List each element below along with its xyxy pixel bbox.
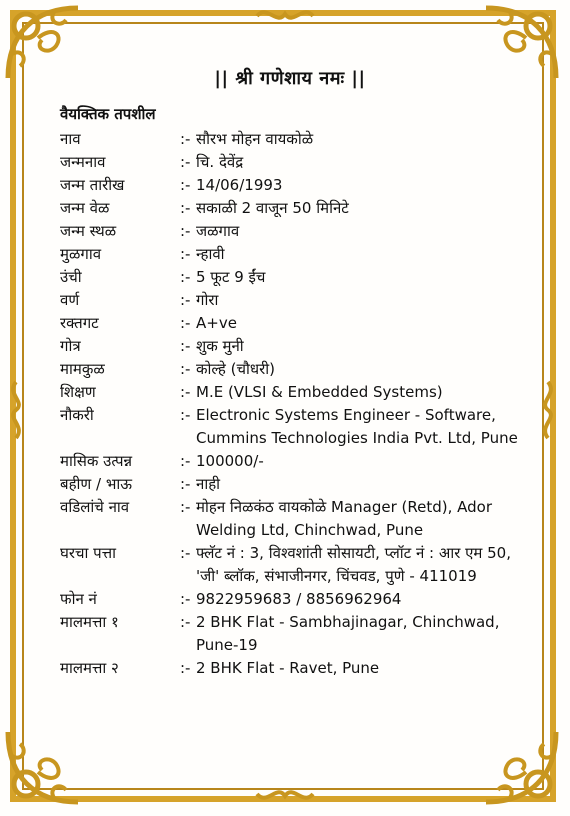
detail-value: मोहन निळकंठ वायकोळे Manager (Retd), Ador Welding Ltd, Chinchwad, Pune xyxy=(196,498,493,539)
detail-label: शिक्षण xyxy=(60,383,96,401)
detail-row xyxy=(60,128,520,151)
detail-value: A+ve xyxy=(196,314,237,332)
detail-value: 100000/- xyxy=(196,452,264,470)
detail-label: मुळगाव xyxy=(60,245,102,263)
detail-value: 2 BHK Flat - Ravet, Pune xyxy=(196,659,380,677)
detail-separator: :- xyxy=(180,314,191,332)
detail-value: 9822959683 / 8856962964 xyxy=(196,590,402,608)
detail-label: नौकरी xyxy=(60,406,94,424)
detail-separator: :- xyxy=(180,590,191,608)
detail-separator: :- xyxy=(180,383,191,401)
detail-row xyxy=(60,266,520,289)
detail-row xyxy=(60,588,520,611)
top-center-ornament xyxy=(255,2,315,30)
detail-value: फ्लॅट नं : 3, विश्वशांती सोसायटी, प्लॉट नं : आर एम 50, 'जी' ब्लॉक, संभाजीनगर, चिंचवड, पुणे - 411019 xyxy=(196,544,511,585)
detail-separator: :- xyxy=(180,268,191,286)
detail-label: जन्म वेळ xyxy=(60,199,110,217)
detail-label: फोन नं xyxy=(60,590,97,608)
detail-separator: :- xyxy=(180,199,191,217)
detail-label: घरचा पत्ता xyxy=(60,544,116,562)
detail-separator: :- xyxy=(180,245,191,263)
detail-label: बहीण / भाऊ xyxy=(60,475,133,493)
detail-value: न्हावी xyxy=(196,245,225,263)
invocation-heading: || श्री गणेशाय नमः || xyxy=(214,68,366,89)
detail-row xyxy=(60,657,520,680)
detail-value: 14/06/1993 xyxy=(196,176,283,194)
detail-row xyxy=(60,243,520,266)
detail-value: Electronic Systems Engineer - Software, Cummins Technologies India Pvt. Ltd, Pune xyxy=(196,406,518,447)
detail-separator: :- xyxy=(180,475,191,493)
detail-row xyxy=(60,450,520,473)
detail-label: मालमत्ता २ xyxy=(60,659,119,677)
detail-value: M.E (VLSI & Embedded Systems) xyxy=(196,383,443,401)
detail-value: गोरा xyxy=(196,291,219,309)
detail-row xyxy=(60,542,520,588)
detail-separator: :- xyxy=(180,222,191,240)
detail-separator: :- xyxy=(180,544,191,562)
detail-row xyxy=(60,611,520,657)
corner-ornament-bottom-left xyxy=(4,728,82,806)
detail-value: सकाळी 2 वाजून 50 मिनिटे xyxy=(196,199,349,217)
detail-row xyxy=(60,496,520,542)
detail-row xyxy=(60,358,520,381)
section-title: वैयक्तिक तपशील xyxy=(60,105,156,123)
detail-label: रक्तगट xyxy=(60,314,99,332)
detail-label: वडिलांचे नाव xyxy=(60,498,130,516)
detail-row xyxy=(60,404,520,450)
detail-separator: :- xyxy=(180,291,191,309)
detail-separator: :- xyxy=(180,176,191,194)
detail-separator: :- xyxy=(180,153,191,171)
detail-label: उंची xyxy=(60,268,82,286)
detail-row xyxy=(60,473,520,496)
detail-label: जन्म स्थळ xyxy=(60,222,117,240)
detail-label: मालमत्ता १ xyxy=(60,613,119,631)
detail-value: नाही xyxy=(196,475,221,493)
detail-separator: :- xyxy=(180,452,191,470)
detail-row xyxy=(60,312,520,335)
detail-label: मासिक उत्पन्न xyxy=(60,452,133,470)
detail-separator: :- xyxy=(180,360,191,378)
detail-row xyxy=(60,289,520,312)
detail-value: चि. देवेंद्र xyxy=(196,153,244,171)
detail-row xyxy=(60,197,520,220)
biodata-content xyxy=(60,66,520,680)
detail-row xyxy=(60,174,520,197)
detail-separator: :- xyxy=(180,406,191,424)
detail-value: जळगाव xyxy=(196,222,240,240)
detail-separator: :- xyxy=(180,498,191,516)
detail-value: सौरभ मोहन वायकोळे xyxy=(196,130,314,148)
detail-label: मामकुळ xyxy=(60,360,105,378)
detail-row xyxy=(60,335,520,358)
detail-label: जन्मनाव xyxy=(60,153,106,171)
right-side-ornament xyxy=(536,380,560,440)
detail-value: शुक मुनी xyxy=(196,337,244,355)
left-side-ornament xyxy=(4,380,28,440)
detail-value: 2 BHK Flat - Sambhajinagar, Chinchwad, Pune-19 xyxy=(196,613,500,654)
detail-row xyxy=(60,151,520,174)
detail-label: नाव xyxy=(60,130,81,148)
detail-separator: :- xyxy=(180,613,191,631)
detail-row xyxy=(60,381,520,404)
detail-row xyxy=(60,220,520,243)
detail-separator: :- xyxy=(180,659,191,677)
detail-value: कोल्हे (चौधरी) xyxy=(196,360,275,378)
detail-label: वर्ण xyxy=(60,291,80,309)
detail-value: 5 फूट 9 ईंच xyxy=(196,268,266,286)
detail-label: जन्म तारीख xyxy=(60,176,125,194)
detail-separator: :- xyxy=(180,337,191,355)
detail-separator: :- xyxy=(180,130,191,148)
corner-ornament-bottom-right xyxy=(482,728,560,806)
detail-label: गोत्र xyxy=(60,337,81,355)
bottom-center-ornament xyxy=(255,780,315,808)
